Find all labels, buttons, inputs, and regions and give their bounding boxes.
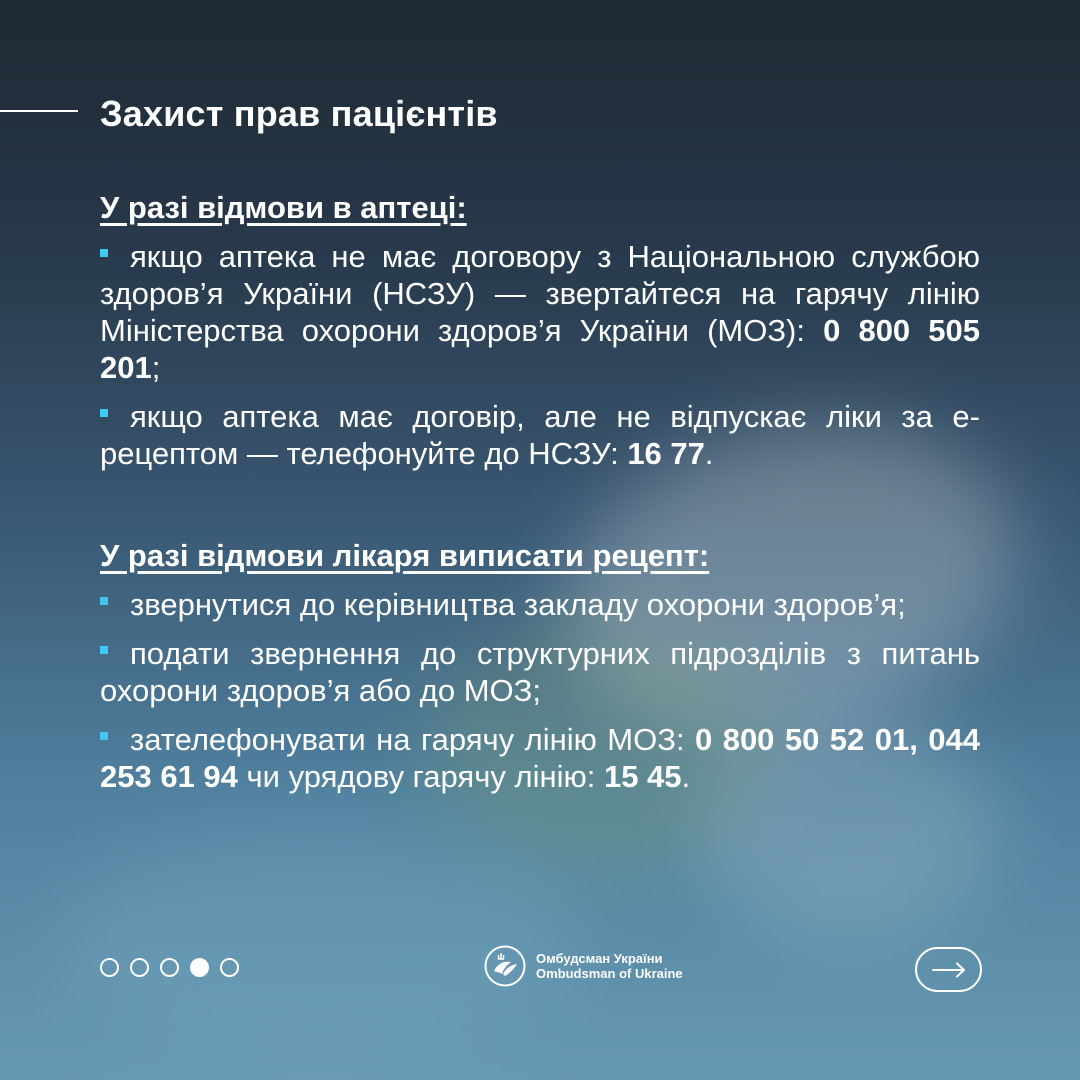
bullet-marker-icon <box>100 732 108 740</box>
phone-number: 16 77 <box>627 436 705 471</box>
section-heading: У разі відмови в аптеці: <box>100 190 467 225</box>
page-dot-4[interactable] <box>190 958 209 977</box>
phone-number: 15 45 <box>603 759 682 794</box>
title-rule <box>0 110 78 112</box>
item-text-middle: чи урядову гарячу лінію: <box>237 759 604 794</box>
bullet-marker-icon <box>100 249 108 257</box>
page-title: Захист прав пацієнтів <box>100 93 498 134</box>
list-item <box>100 721 980 795</box>
section-pharmacy-refusal <box>100 188 980 484</box>
ombudsman-logo <box>484 945 683 987</box>
page-dot-2[interactable] <box>130 958 149 977</box>
item-tail: ; <box>151 350 161 385</box>
pagination-dots <box>100 958 239 977</box>
bullet-marker-icon <box>100 646 108 654</box>
next-button[interactable] <box>915 947 982 992</box>
item-text: якщо аптека не має договору з Національною службою здоров’я України (НСЗУ) — звертайтеся на гарячу лінію Міністерства охорони здоров’я України (МОЗ): <box>100 239 980 348</box>
section-doctor-refusal <box>100 536 980 807</box>
list-item <box>100 398 980 472</box>
logo-text-block <box>536 951 683 981</box>
ombudsman-emblem-icon <box>484 945 526 987</box>
item-text: звернутися до керівництва закладу охорони здоров’я; <box>130 587 906 622</box>
item-text: подати звернення до структурних підрозділів з питань охорони здоров’я або до МОЗ; <box>100 636 980 708</box>
item-tail: . <box>681 759 691 794</box>
bullet-marker-icon <box>100 409 108 417</box>
page-dot-3[interactable] <box>160 958 179 977</box>
list-item <box>100 635 980 709</box>
phone-number: 0 800 505 201 <box>100 313 980 385</box>
logo-text-en: Ombudsman of Ukraine <box>536 966 683 981</box>
background-blur <box>60 820 580 1060</box>
phone-number: 0 800 50 52 01, 044 253 61 94 <box>100 722 980 794</box>
item-text: якщо аптека має договір, але не відпускає ліки за е-рецептом — телефонуйте до НСЗУ: <box>100 399 980 471</box>
item-text: зателефонувати на гарячу лінію МОЗ: <box>130 722 696 757</box>
bullet-marker-icon <box>100 597 108 605</box>
arrow-right-icon <box>932 962 966 978</box>
section-heading: У разі відмови лікаря виписати рецепт: <box>100 538 710 573</box>
item-tail: . <box>704 436 714 471</box>
page-dot-5[interactable] <box>220 958 239 977</box>
list-item <box>100 238 980 386</box>
logo-text-ua: Омбудсман України <box>536 951 663 966</box>
list-item <box>100 586 980 623</box>
page-dot-1[interactable] <box>100 958 119 977</box>
